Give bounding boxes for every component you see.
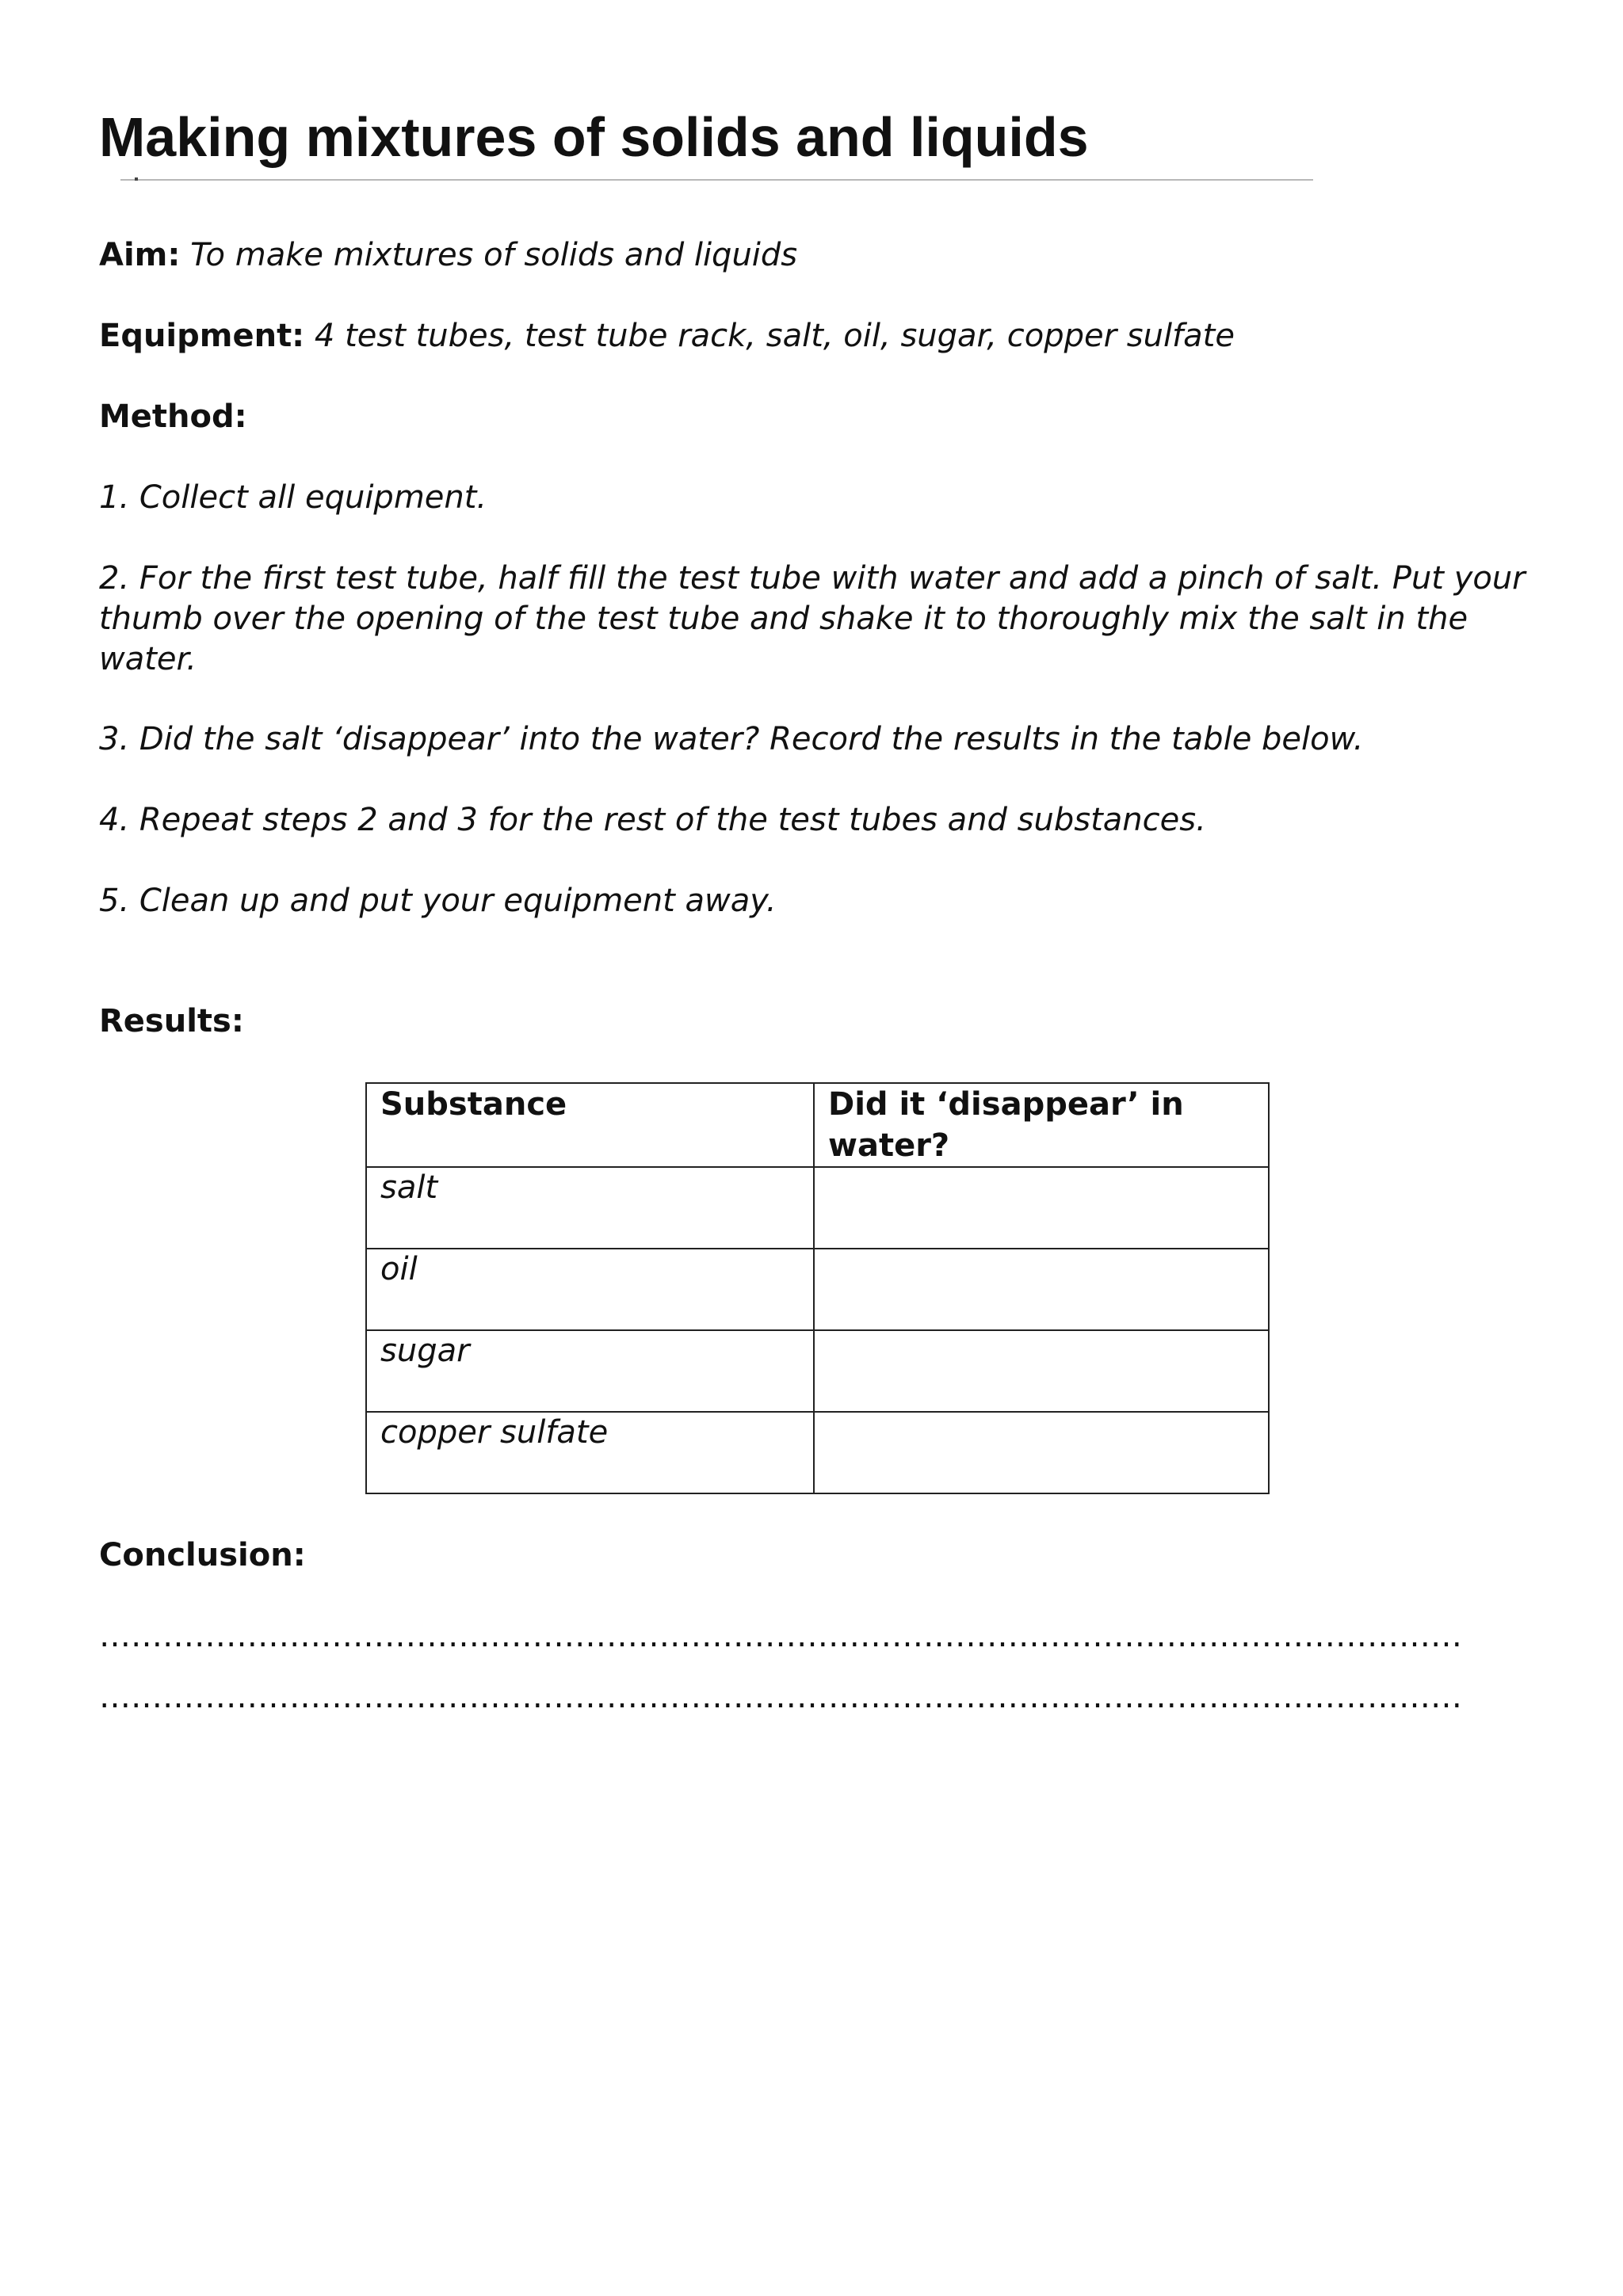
method-step-1: 1. Collect all equipment. <box>99 479 487 516</box>
table-cell-substance: oil <box>366 1249 814 1330</box>
method-step-2: 2. For the first test tube, half fill the test tube with water and add a pinch of salt. Put your thumb over the opening of the test tube and shake it to thoroughly mix the salt in the water. <box>99 560 1526 677</box>
table-cell-substance: sugar <box>366 1330 814 1412</box>
method-label: Method: <box>99 399 247 435</box>
method-step-4: 4. Repeat steps 2 and 3 for the rest of the test tubes and substances. <box>99 802 1206 838</box>
page-title: Making mixtures of solids and liquids <box>99 106 1089 168</box>
table-cell-answer[interactable] <box>814 1249 1269 1330</box>
equipment-line <box>99 316 1235 357</box>
table-cell-answer[interactable] <box>814 1167 1269 1249</box>
title-divider <box>120 179 1313 181</box>
method-step-3: 3. Did the salt ‘disappear’ into the water? Record the results in the table below. <box>99 721 1364 757</box>
conclusion-answer-line-1[interactable]: ………………………………………………………………………………………………………………… <box>99 1618 1462 1654</box>
table-row <box>366 1249 1269 1330</box>
conclusion-answer-line-2[interactable]: ………………………………………………………………………………………………………………… <box>99 1679 1462 1715</box>
aim-text: To make mixtures of solids and liquids <box>190 237 798 273</box>
table-cell-answer[interactable] <box>814 1412 1269 1493</box>
table-cell-substance: copper sulfate <box>366 1412 814 1493</box>
method-step-5: 5. Clean up and put your equipment away. <box>99 883 777 919</box>
aim-label: Aim: <box>99 237 181 273</box>
title-divider-mark <box>135 177 138 181</box>
conclusion-label: Conclusion: <box>99 1537 306 1573</box>
equipment-text: 4 test tubes, test tube rack, salt, oil, sugar, copper sulfate <box>314 318 1235 354</box>
results-label: Results: <box>99 1003 244 1039</box>
aim-line <box>99 235 797 276</box>
results-table <box>365 1082 1270 1494</box>
table-header-disappear: Did it ‘disappear’ in water? <box>814 1083 1269 1167</box>
table-row <box>366 1330 1269 1412</box>
table-cell-answer[interactable] <box>814 1330 1269 1412</box>
table-header-substance: Substance <box>366 1083 814 1167</box>
table-row <box>366 1167 1269 1249</box>
table-header-row <box>366 1083 1269 1167</box>
table-cell-substance: salt <box>366 1167 814 1249</box>
table-row <box>366 1412 1269 1493</box>
equipment-label: Equipment: <box>99 318 305 354</box>
